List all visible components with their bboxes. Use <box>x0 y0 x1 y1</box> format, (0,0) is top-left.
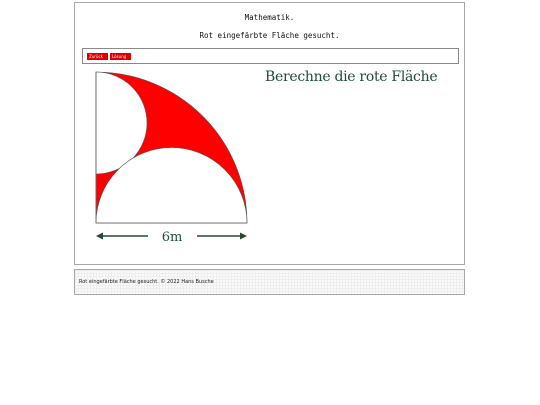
back-button[interactable]: Zurück <box>87 53 108 60</box>
dimension-label: 6m <box>161 230 183 245</box>
solution-button[interactable]: Lösung <box>110 53 131 60</box>
footer-text: Rot eingefärbte Fläche gesucht. © 2022 Hans Busche <box>79 279 214 285</box>
page-subtitle: Rot eingefärbte Fläche gesucht. <box>199 31 340 40</box>
footer <box>74 269 465 295</box>
task-prompt: Berechne die rote Fläche <box>265 69 438 85</box>
page-title: Mathematik. <box>244 13 295 22</box>
